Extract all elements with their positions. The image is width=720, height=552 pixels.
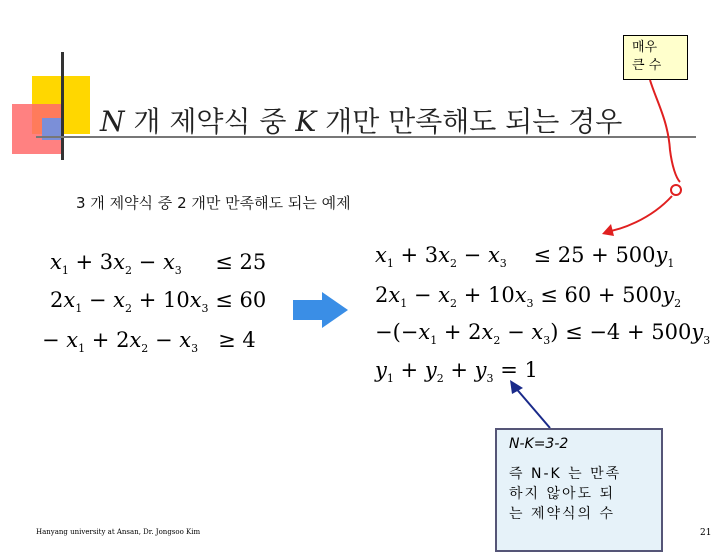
note-nk-header: N-K=3-2 xyxy=(509,436,569,452)
note-large-number-line1: 매우 xyxy=(632,40,658,55)
right-constraint-2: $2x_1 - x_2 + 10x_3 \le 60 + 500y_2$ xyxy=(375,283,682,310)
page-number: 21 xyxy=(700,528,712,538)
slide-title: N 개 제약식 중 K 개만 만족해도 되는 경우 xyxy=(100,105,623,138)
note-nk-line3: 는 제약식의 수 xyxy=(509,506,616,522)
transform-arrow-icon xyxy=(293,292,348,328)
note-large-number-line2: 큰 수 xyxy=(632,58,662,73)
note-nk-line1: 즉 N-K 는 만족 xyxy=(509,466,622,482)
left-constraint-3: − $x_1 + 2x_2 - x_3$ ≥ 4 xyxy=(42,328,256,355)
right-constraint-1: $x_1 + 3x_2 - x_3$ ≤ $25 + 500y_1$ xyxy=(375,243,675,270)
right-constraint-3: $-(-x_1 + 2x_2 - x_3) \le -4 + 500y_3$ xyxy=(375,320,711,347)
slide-subtitle: 3 개 제약식 중 2 개만 만족해도 되는 예제 xyxy=(76,194,351,212)
right-constraint-4: $y_1 + y_2 + y_3 = 1$ xyxy=(375,358,538,385)
footer-credit: Hanyang university at Ansan, Dr. Jongsoo Kim xyxy=(36,528,201,536)
big-number-pointer-icon xyxy=(602,80,681,236)
nk-pointer-icon xyxy=(510,380,550,428)
note-nk xyxy=(495,428,663,552)
left-constraint-1: $x_1 + 3x_2 - x_3$ ≤ 25 xyxy=(50,250,267,277)
left-constraint-2: $2x_1 - x_2 + 10x_3 \le 60$ xyxy=(50,288,267,315)
note-nk-line2: 하지 않아도 되 xyxy=(509,486,616,502)
